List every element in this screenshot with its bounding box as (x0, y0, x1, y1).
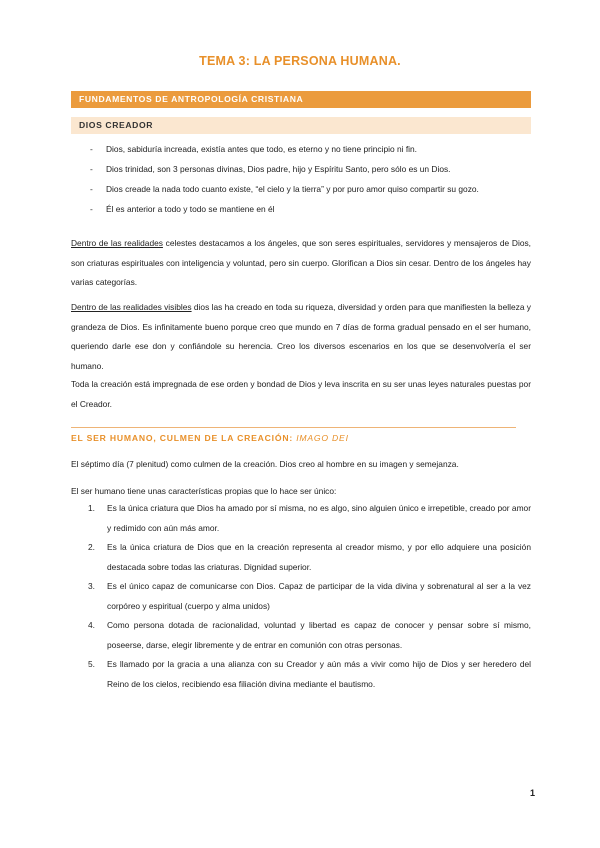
list-item: - Dios creade la nada todo cuanto existe, “el cielo y la tierra” y por puro amor quiso compartir su gozo. (90, 179, 530, 199)
paragraph-realidades-visibles: Dentro de las realidades visibles dios las ha creado en toda su riqueza, diversidad y orden para que manifiesten la belleza y grandeza de Dios. Es infinitamente bueno porque creo que mundo en 7 días de forma gradual pensado en el ser humano, queriendo darle ese don y confiándole su herencia. Creo los diversos escenarios en los que se desenvolvería el ser humano. (71, 302, 531, 371)
section-banner-fundamentos: FUNDAMENTOS DE ANTROPOLOGÍA CRISTIANA (71, 91, 531, 108)
section-divider (71, 427, 516, 428)
list-item: 4. Como persona dotada de racionalidad, voluntad y libertad es capaz de conocer y pensar sobre sí mismo, poseerse, darse, elegir libremente y de entrar en comunión con otras personas. (88, 620, 531, 650)
list-item: 5. Es llamado por la gracia a una alianza con su Creador y aún más a vivir como hijo de Dios y ser heredero del Reino de los cielos, recibiendo esa filiación divina mediante el bautismo. (88, 659, 531, 689)
page-title: TEMA 3: LA PERSONA HUMANA. (199, 54, 401, 68)
paragraph-creacion-orden: Toda la creación está impregnada de ese orden y bondad de Dios y leva inscrita en su ser unas leyes naturales puestas por el Creador. (71, 379, 531, 409)
bullet-list (90, 139, 530, 219)
list-item: 1. Es la única criatura que Dios ha amado por sí misma, no es algo, sino alguien único e irrepetible, creado por amor y redimido con aún más amor. (88, 503, 531, 533)
bullet-dash: - (90, 164, 93, 174)
subsection-banner-dios-creador: DIOS CREADOR (71, 117, 531, 134)
paragraph-caracteristicas: El ser humano tiene unas características propias que lo hace ser único: (71, 486, 337, 496)
bullet-dash: - (90, 184, 93, 194)
list-item: - Dios trinidad, son 3 personas divinas, Dios padre, hijo y Espíritu Santo, pero sólo es un Dios. (90, 159, 530, 179)
paragraph-septimo-dia: El séptimo día (7 plenitud) como culmen de la creación. Dios creo al hombre en su imagen y semejanza. (71, 459, 459, 469)
page-number: 1 (530, 788, 536, 798)
list-item: 2. Es la única criatura de Dios que en la creación representa al creador mismo, y por ello adquiere una posición destacada sobre todas las criaturas. Dignidad superior. (88, 542, 531, 572)
list-item: - Dios, sabiduría increada, existía antes que todo, es eterno y no tiene principio ni fin. (90, 139, 530, 159)
bullet-dash: - (90, 204, 93, 214)
list-item: 3. Es el único capaz de comunicarse con Dios. Capaz de participar de la vida divina y sobrenatural al ser a la vez corpóreo y espiritual (cuerpo y alma unidos) (88, 581, 531, 611)
numbered-list (71, 499, 531, 694)
bullet-dash: - (90, 144, 93, 154)
list-item: - Él es anterior a todo y todo se mantiene en él (90, 199, 530, 219)
section-heading-ser-humano: EL SER HUMANO, CULMEN DE LA CREACIÓN: IMAGO DEI (71, 433, 349, 443)
paragraph-realidades-celestes: Dentro de las realidades celestes destacamos a los ángeles, que son seres espirituales, servidores y mensajeros de Dios, son criaturas espirituales con inteligencia y voluntad, pero sin cuerpo. Glorifican a Dios sin cesar. Dentro de los ángeles hay varias categorías. (71, 238, 531, 287)
